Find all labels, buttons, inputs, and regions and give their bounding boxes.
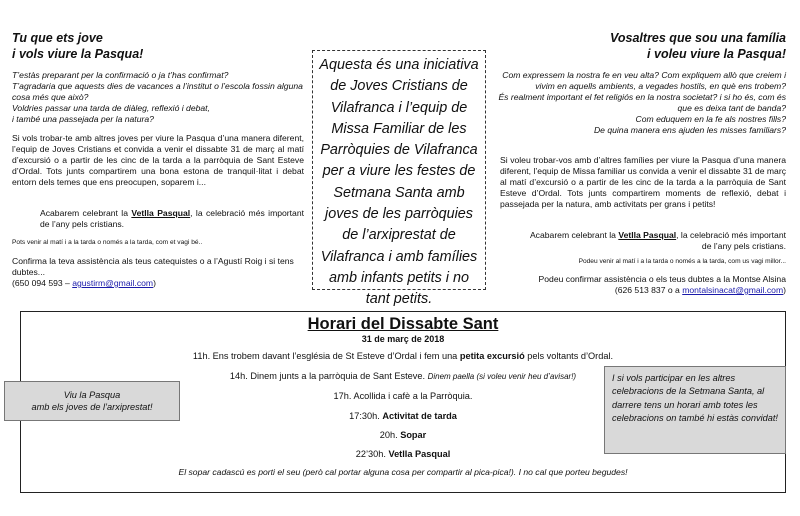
left-paragraph: Si vols trobar-te amb altres joves per viure la Pasqua d’una manera diferent, l’equip de Joves Cristians et convida a venir el dissabte 31 de març al matí d’excursió o a partir de les cinc de la tarda a la parròquia de Sant Esteve d’Ordal. Tots junts compartirem una bona estona de tranquil·litat i debat entorn dels temes que ens preocupen, soparem i... [12,133,304,187]
left-question: i també una passejada per la natura? [12,114,154,124]
left-question: T’estàs preparant per la confirmació o ja t’has confirmat? [12,70,229,80]
right-title-line2: i voleu viure la Pasqua! [647,47,786,61]
other-celebrations-text: I si vols participar en les altres celebracions de la Setmana Santa, al darrere tens un horari amb totes les celebracions on també hi estàs convidat! [612,373,778,423]
right-closing-pre: Acabarem celebrant la [529,230,619,240]
schedule-row-italic: Dinem paella (si voleu venir heu d’avisar!) [427,372,577,381]
right-phone: (626 513 837 o a [614,285,683,295]
schedule-title-text: Horari del Dissabte Sant [307,315,499,333]
left-email-link[interactable]: agustirm@gmail.com [72,278,154,288]
right-vetlla: Vetlla Pasqual [618,230,677,240]
center-initiative-text: Aquesta és una iniciativa de Joves Cristians de Vilafranca i l’equip de Missa Familiar de les Parròquies de Vilafranca per a viure les festes de Setmana Santa amb joves de les parròquies de l’arxiprestat de Vilafranca i amb famílies amb infants petits i no tant petits. [319,57,479,308]
right-title-line1: Vosaltres que sou una família [610,31,786,45]
right-phone-close: ) [783,285,786,295]
right-title [500,30,786,62]
schedule-row-bold: petita excursió [459,351,525,361]
right-confirm [496,274,786,296]
left-confirm-text: Confirma la teva assistència als teus catequistes o a l’Agustí Roig i si tens dubtes... [12,256,294,277]
schedule-row-text: 20h. [379,430,401,440]
other-celebrations-callout [604,366,786,454]
left-title-line1: Tu que ets jove [12,31,103,45]
right-paragraph: Si voleu trobar-vos amb d’altres famílies per viure la Pasqua d’una manera diferent, l’equip de Missa familiar us convida a venir el dissabte 31 de març al matí d’excursió o a partir de les cinc de la tarda a la parròquia de Sant Esteve d’Ordal. Tots junts compartirem moments de reflexió, debat i passejada per la natura, amb activitats per grans i petits! [500,155,786,209]
schedule-row-text: 14h. Dinem junts a la parròquia de Sant Esteve. [229,371,428,381]
left-question: T’agradaria que aquests dies de vacances a l’institut o l’escola fossin alguna cosa més que això? [12,81,303,102]
center-initiative-box [312,50,486,308]
right-questions [496,70,786,136]
left-title [12,30,302,62]
schedule-row-text: 22’30h. [355,449,389,459]
schedule-row-bold: Activitat de tarda [382,411,457,421]
schedule-row-11h [21,350,785,362]
right-question: De quina manera ens ajuden les misses familiars? [593,125,786,135]
schedule-row-bold: Sopar [400,430,427,440]
left-question: Voldries passar una tarda de diàleg, reflexió i debat, [12,103,210,113]
right-email-link[interactable]: montalsinacat@gmail.com [682,285,784,295]
schedule-row-17h: 17h. Acollida i cafè a la Parròquia. [333,391,473,401]
right-closing-post: , la celebració més important de l’any pels cristians. [676,230,786,251]
right-question: Com eduquem en la fe als nostres fills? [635,114,786,124]
schedule-row-text: 11h. Ens trobem davant l’església de St Esteve d’Ordal i fem una [192,351,460,361]
schedule-row-bold: Vetlla Pasqual [388,449,451,459]
right-closing [520,230,786,252]
left-closing [40,208,304,230]
schedule-row-text: pels voltants d’Ordal. [524,351,614,361]
schedule-title [21,314,785,334]
schedule-row-text: 17:30h. [349,411,383,421]
youth-callout [4,381,180,421]
right-question: És realment important el fet religiós en la nostra societat? i si ho és, com és que es deixa tant de banda? [498,92,786,113]
left-note: Pots venir al matí i a la tarda o només a la tarda, com et vagi bé.. [12,239,203,246]
right-confirm-text: Podeu confirmar assistència o els teus dubtes a la Montse Alsina [538,274,786,284]
left-questions [12,70,306,125]
left-phone: (650 094 593 – [12,278,73,288]
right-question: Com expressem la nostra fe en veu alta? Com expliquem allò que creiem i vivim en aquells ambients, a vegades hostils, en què ens trobem? [502,70,786,91]
left-confirm [12,256,306,289]
left-closing-pre: Acabarem celebrant la [40,208,132,218]
schedule-footer: El sopar cadascú es porti el seu (però cal portar alguna cosa per compartir al pica-pica!). I no cal que porteu begudes! [178,467,628,477]
youth-callout-line1: Viu la Pasqua [63,390,121,400]
left-vetlla: Vetlla Pasqual [131,208,191,218]
left-closing-post: , la celebració més important de l’any pels cristians. [40,208,304,229]
left-phone-close: ) [153,278,156,288]
youth-callout-line2: amb els joves de l’arxiprestat! [31,402,153,412]
left-title-line2: i vols viure la Pasqua! [12,47,144,61]
schedule-date: 31 de març de 2018 [361,334,445,344]
right-note: Podeu venir al matí i a la tarda o només a la tarda, com us vagi millor... [578,258,786,265]
